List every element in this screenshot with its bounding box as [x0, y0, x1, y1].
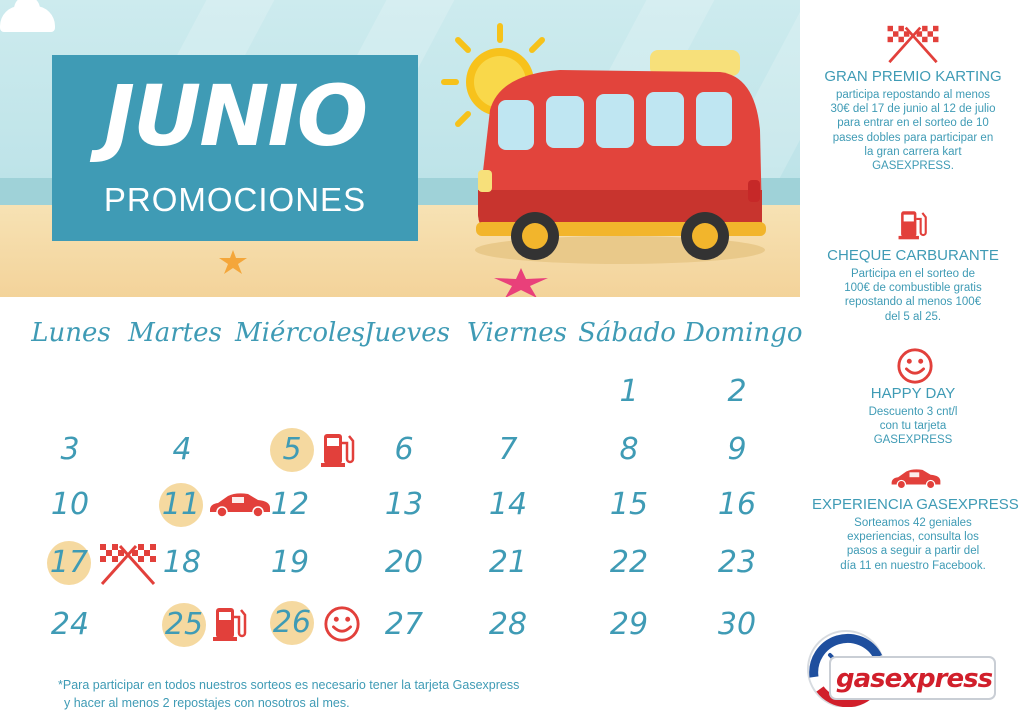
- day-cell: 1: [619, 374, 639, 409]
- day-cell: 12: [270, 487, 310, 522]
- promo-title: EXPERIENCIA GASEXPRESS: [812, 496, 1019, 513]
- promo-happy-day: [812, 385, 1014, 448]
- footnote-line: *Para participar en todos nuestros sorteos es necesario tener la tarjeta Gasexpress: [58, 678, 520, 692]
- fuel-pump-icon: [318, 428, 358, 470]
- banner-illustration: [0, 0, 800, 297]
- day-cell: 21: [488, 545, 528, 580]
- day-cell: 22: [609, 545, 649, 580]
- day-cell: 25: [164, 607, 204, 642]
- day-cell: 14: [488, 487, 528, 522]
- promo-experiencia-gasexpress: [812, 496, 1019, 573]
- page-title: JUNIO: [103, 67, 367, 165]
- weekday-friday: Viernes: [467, 318, 567, 348]
- promo-title: GRAN PREMIO KARTING: [824, 68, 1002, 85]
- promo-title: CHEQUE CARBURANTE: [827, 247, 999, 264]
- starfish-icon: [218, 250, 248, 274]
- day-cell: 13: [384, 487, 424, 522]
- footnote: [58, 676, 578, 712]
- day-cell: 29: [609, 607, 649, 642]
- day-cell: 7: [498, 432, 518, 467]
- day-cell: 30: [717, 607, 757, 642]
- promo-cheque-carburante: [812, 247, 1014, 324]
- day-cell: 16: [717, 487, 757, 522]
- logo-text: gasexpress: [836, 664, 993, 694]
- fuel-pump-icon: [210, 601, 250, 645]
- weekday-saturday: Sábado: [578, 318, 676, 348]
- day-cell: 15: [609, 487, 649, 522]
- title-box: [52, 55, 418, 241]
- day-cell: 3: [60, 432, 80, 467]
- promo-title: HAPPY DAY: [870, 385, 956, 402]
- day-cell: 27: [384, 607, 424, 642]
- day-cell: 8: [619, 432, 639, 467]
- day-cell: 5: [282, 432, 302, 467]
- bus-illustration: [470, 50, 770, 270]
- footnote-line: y hacer al menos 2 repostajes con nosotros al mes.: [64, 696, 350, 710]
- smiley-icon: [323, 605, 361, 643]
- weekday-thursday: Jueves: [364, 318, 450, 348]
- checkered-flags-icon: [96, 542, 160, 586]
- day-cell: 4: [172, 432, 192, 467]
- promo-description: participa repostando al menos 30€ del 17 de junio al 12 de julio para entrar en el sorteo de 10 pases dobles para participar en la gran carrera kart GASEXPRESS.: [830, 89, 996, 173]
- day-cell: 9: [727, 432, 747, 467]
- day-cell: 24: [50, 607, 90, 642]
- day-cell: 26: [272, 605, 312, 640]
- day-cell: 17: [49, 545, 89, 580]
- cloud-icon: [0, 6, 55, 32]
- day-cell: 2: [727, 374, 747, 409]
- starfish-icon: [493, 268, 549, 297]
- car-icon: [208, 490, 272, 518]
- page-subtitle: PROMOCIONES: [103, 181, 367, 218]
- weekday-wednesday: Miércoles: [235, 318, 366, 348]
- day-cell: 11: [161, 487, 201, 522]
- day-cell: 10: [50, 487, 90, 522]
- car-icon: [890, 466, 942, 490]
- day-cell: 18: [162, 545, 202, 580]
- smiley-icon: [896, 347, 934, 385]
- day-cell: 28: [488, 607, 528, 642]
- promo-description: Descuento 3 cnt/l con tu tarjeta GASEXPRESS: [868, 406, 958, 447]
- weekday-monday: Lunes: [31, 318, 111, 348]
- promo-description: Participa en el sorteo de 100€ de combustible gratis repostando al menos 100€ del 5 al 25.: [844, 268, 982, 323]
- promo-description: Sorteamos 42 geniales experiencias, consulta los pasos a seguir a partir del día 11 en nuestro Facebook.: [840, 517, 986, 572]
- day-cell: 19: [270, 545, 310, 580]
- weekday-tuesday: Martes: [128, 318, 222, 348]
- fuel-pump-icon: [896, 204, 930, 244]
- day-cell: 6: [394, 432, 414, 467]
- day-cell: 23: [717, 545, 757, 580]
- checkered-flags-icon: [882, 24, 944, 64]
- weekday-sunday: Domingo: [684, 318, 803, 348]
- day-cell: 20: [384, 545, 424, 580]
- promo-gran-premio-karting: [812, 68, 1014, 173]
